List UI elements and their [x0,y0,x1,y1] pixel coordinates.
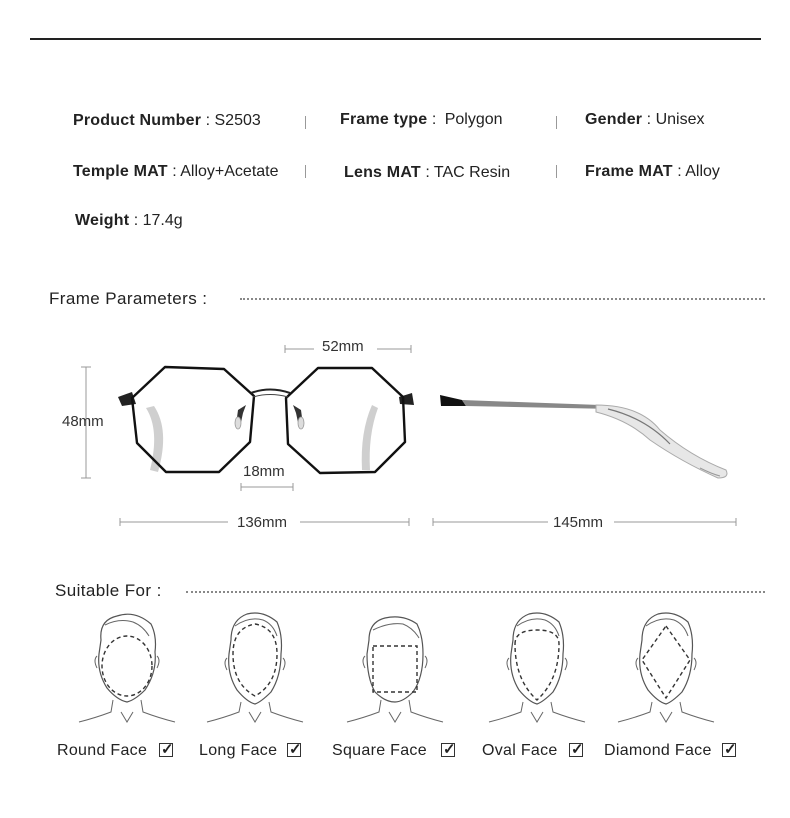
oval-face-icon [489,613,585,722]
suitable-for-title: Suitable For : [55,581,162,600]
spec-label: Weight [75,212,130,229]
spec-value: Alloy+Acetate [180,163,279,180]
round-face-label: Round Face [57,742,148,759]
square-face-label: Square Face [332,742,427,759]
round-face-icon [79,614,175,722]
oval-face-label: Oval Face [482,742,558,759]
round-face-checkbox [159,743,173,757]
lens-height-label: 48mm [62,413,104,430]
spec-value: 17.4g [142,212,183,229]
spec-separator: : [172,163,181,180]
oval-face-checkbox [569,743,583,757]
spec-label: Temple MAT [73,163,168,180]
lens-width-label: 52mm [322,338,364,355]
diamond-face-checkbox [722,743,736,757]
diamond-face-label: Diamond Face [604,742,712,759]
spec-label: Frame type [340,111,428,128]
spec-label: Gender [585,111,643,128]
spec-value: S2503 [214,112,261,129]
spec-label: Lens MAT [344,164,421,181]
spec-separator: : [205,112,215,129]
spec-value: Alloy [685,163,720,180]
temple-length-label: 145mm [553,514,604,531]
square-face-checkbox [441,743,455,757]
long-face-label: Long Face [199,742,278,759]
spec-label: Product Number [73,112,202,129]
spec-separator: : [646,111,656,128]
long-face-checkbox [287,743,301,757]
spec-separator: : [425,164,434,181]
spec-separator: : [431,111,441,128]
spec-value: TAC Resin [433,164,511,181]
spec-separator: : [133,212,143,229]
check-mark-icon: ✓ [161,741,174,758]
spec-label: Frame MAT [585,163,673,180]
bridge-width-label: 18mm [243,463,285,480]
square-face-icon [347,617,443,722]
spec-value: Polygon [444,111,503,128]
spec-separator: : [677,163,686,180]
check-mark-icon: ✓ [724,741,737,758]
check-mark-icon: ✓ [571,741,584,758]
diamond-face-icon [618,613,714,722]
frame-width-label: 136mm [237,514,288,531]
check-mark-icon: ✓ [443,741,456,758]
check-mark-icon: ✓ [289,741,302,758]
long-face-icon [207,613,303,722]
spec-value: Unisex [655,111,705,128]
frame-parameters-title: Frame Parameters : [49,289,208,308]
